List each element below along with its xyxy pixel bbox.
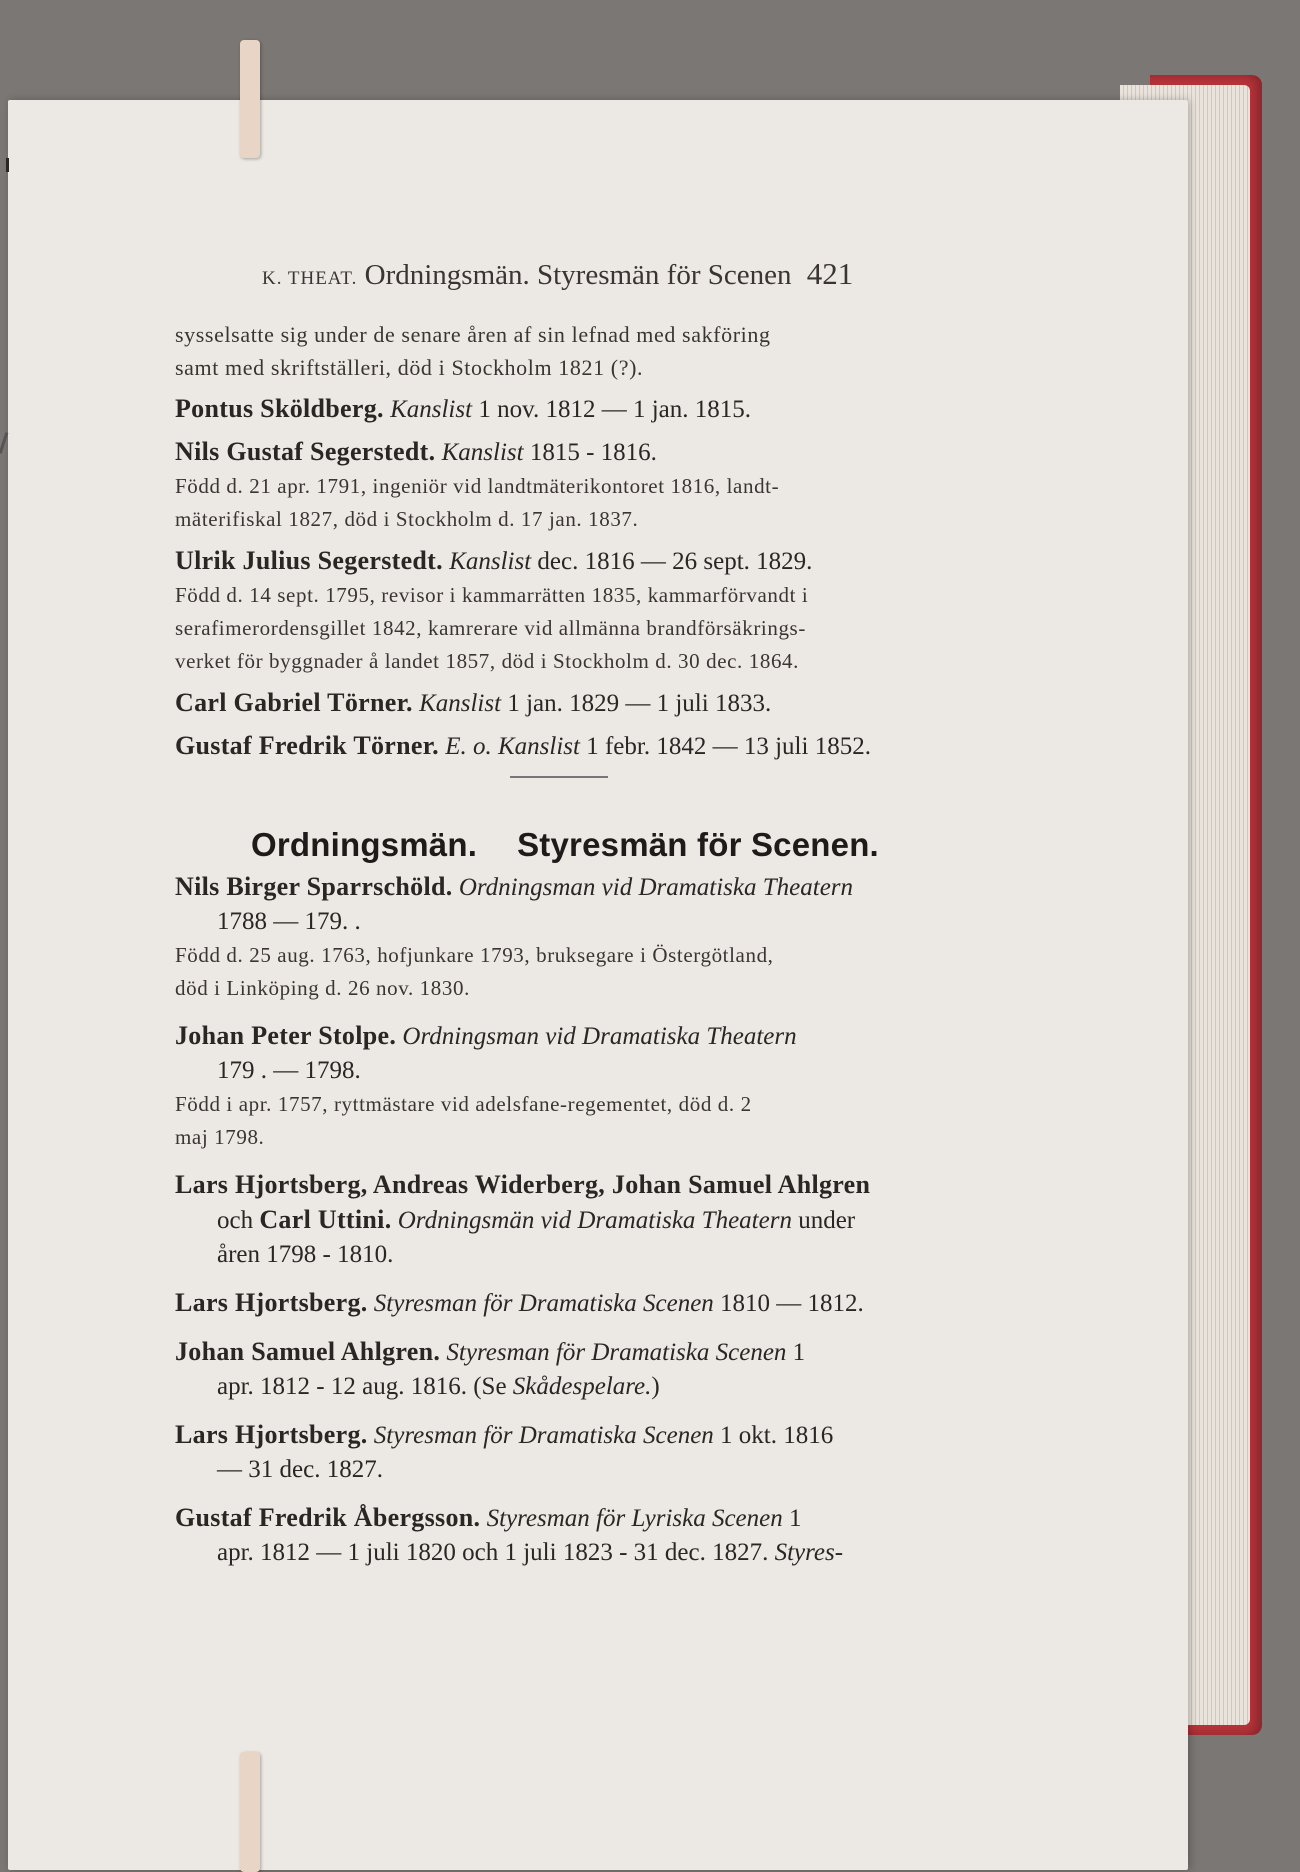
entry: [175, 729, 975, 764]
entry-role: Styresman för Dramatiska Scenen: [373, 1290, 714, 1317]
entry-dates: apr. 1812 — 1 juli 1820 och 1 juli 1823 - 31 dec. 1827.: [217, 1539, 775, 1566]
entry-role: Ordningsman vid Dramatiska Theatern: [402, 1023, 797, 1050]
entry-name: Carl Gabriel Törner.: [175, 688, 413, 717]
entry: [175, 1501, 975, 1570]
bio-line: Född i apr. 1757, ryttmästare vid adelsfane-regementet, död d. 2: [175, 1092, 752, 1116]
entry: [175, 1019, 975, 1088]
entry: [175, 435, 975, 470]
intro-line: samt med skriftställeri, död i Stockholm 1821 (?).: [175, 355, 644, 380]
section-title-b: Styresmän för Scenen.: [517, 826, 879, 863]
entry-name: Lars Hjortsberg.: [175, 1288, 368, 1317]
bio-line: Född d. 25 aug. 1763, hofjunkare 1793, bruksegare i Östergötland,: [175, 943, 774, 967]
bio-line: verket för byggnader å landet 1857, död i Stockholm d. 30 dec. 1864.: [175, 649, 800, 673]
entry-dates: 1815 - 1816.: [523, 439, 657, 466]
entry-role: Kanslist: [498, 733, 580, 760]
entry: [175, 392, 975, 427]
entry-role: Kanslist: [449, 548, 532, 575]
bio-line: mäterifiskal 1827, död i Stockholm d. 17 jan. 1837.: [175, 507, 639, 531]
entry-name: Nils Birger Sparrschöld.: [175, 872, 453, 901]
entry-dates: apr. 1812 - 12 aug. 1816. (Se: [217, 1373, 513, 1400]
entry-text: Styres-: [774, 1539, 844, 1566]
entry: [175, 1418, 975, 1487]
entry-role: Styresman för Lyriska Scenen: [486, 1505, 783, 1532]
entry-dates: 1 okt. 1816: [713, 1422, 834, 1449]
bookmark-tab-bottom: [240, 1752, 260, 1872]
section-title: [251, 826, 975, 864]
entry-dates: — 31 dec. 1827.: [217, 1456, 383, 1483]
running-head: [262, 256, 982, 292]
entry: [175, 544, 975, 579]
section-divider: [510, 776, 608, 778]
header-section: K. THEAT.: [262, 268, 358, 289]
entry-dates: 1788 — 179. .: [217, 908, 361, 935]
entry-name: Pontus Sköldberg.: [175, 394, 384, 423]
bio-line: serafimerordensgillet 1842, kamrerare vid allmänna brandförsäkrings-: [175, 616, 806, 640]
entry-role: Kanslist: [419, 690, 502, 717]
entry-dates: 1: [786, 1339, 806, 1366]
bio-line: Född d. 21 apr. 1791, ingeniör vid landtmäterikontoret 1816, landt-: [175, 474, 780, 498]
entry-dates: 1 nov. 1812 — 1 jan. 1815.: [472, 396, 751, 423]
entry-dates: 1810 — 1812.: [713, 1290, 864, 1317]
entry: [175, 1286, 975, 1321]
entry-name: Johan Samuel Ahlgren.: [175, 1337, 441, 1366]
bookmark-tab-top: [240, 40, 260, 158]
page-number: 421: [806, 256, 854, 291]
bio-line: död i Linköping d. 26 nov. 1830.: [175, 976, 470, 1000]
entry-dates: 1 jan. 1829 — 1 juli 1833.: [501, 690, 772, 717]
entry-name: Ulrik Julius Segerstedt.: [175, 546, 443, 575]
entry-role: Kanslist: [441, 439, 524, 466]
entry-text: under: [791, 1207, 856, 1234]
page-content: [175, 318, 975, 1570]
entry-name: Lars Hjortsberg, Andreas Widerberg, Johan Samuel Ahlgren: [175, 1170, 871, 1199]
entry-dates: åren 1798 - 1810.: [217, 1241, 394, 1268]
entry-role-prefix: E. o.: [445, 733, 492, 760]
entry-name: Johan Peter Stolpe.: [175, 1021, 397, 1050]
header-title: Ordningsmän. Styresmän för Scenen: [364, 259, 792, 291]
entry-dates: 1: [782, 1505, 802, 1532]
entry-role: Styresman för Dramatiska Scenen: [373, 1422, 714, 1449]
entry-connector: och: [217, 1207, 260, 1234]
entry-name: Gustaf Fredrik Törner.: [175, 731, 439, 760]
entry: [175, 1168, 975, 1272]
entry-name: Lars Hjortsberg.: [175, 1420, 368, 1449]
entry-text: ): [651, 1373, 660, 1400]
entry-name: Nils Gustaf Segerstedt.: [175, 437, 436, 466]
entry-role: Styresman för Dramatiska Scenen: [446, 1339, 787, 1366]
entry: [175, 686, 975, 721]
entry: [175, 1335, 975, 1404]
entry-name: Carl Uttini.: [259, 1205, 392, 1234]
entry-role: Kanslist: [390, 396, 473, 423]
bio-line: Född d. 14 sept. 1795, revisor i kammarrätten 1835, kammarförvandt i: [175, 583, 809, 607]
section-title-a: Ordningsmän.: [251, 826, 478, 863]
entry-reference: Skådespelare.: [512, 1373, 652, 1400]
entry-dates: 1 febr. 1842 — 13 juli 1852.: [579, 733, 871, 760]
entry: [175, 870, 975, 939]
entry-dates: dec. 1816 — 26 sept. 1829.: [531, 548, 813, 575]
intro-line: sysselsatte sig under de senare åren af sin lefnad med sakföring: [175, 322, 771, 347]
bio-line: maj 1798.: [175, 1125, 265, 1149]
entry-name: Gustaf Fredrik Åbergsson.: [175, 1503, 481, 1532]
entry-dates: 179 . — 1798.: [217, 1057, 361, 1084]
entry-role: Ordningsman vid Dramatiska Theatern: [458, 874, 854, 901]
margin-mark: [6, 158, 9, 172]
entry-role: Ordningsmän vid Dramatiska Theatern: [397, 1207, 792, 1234]
